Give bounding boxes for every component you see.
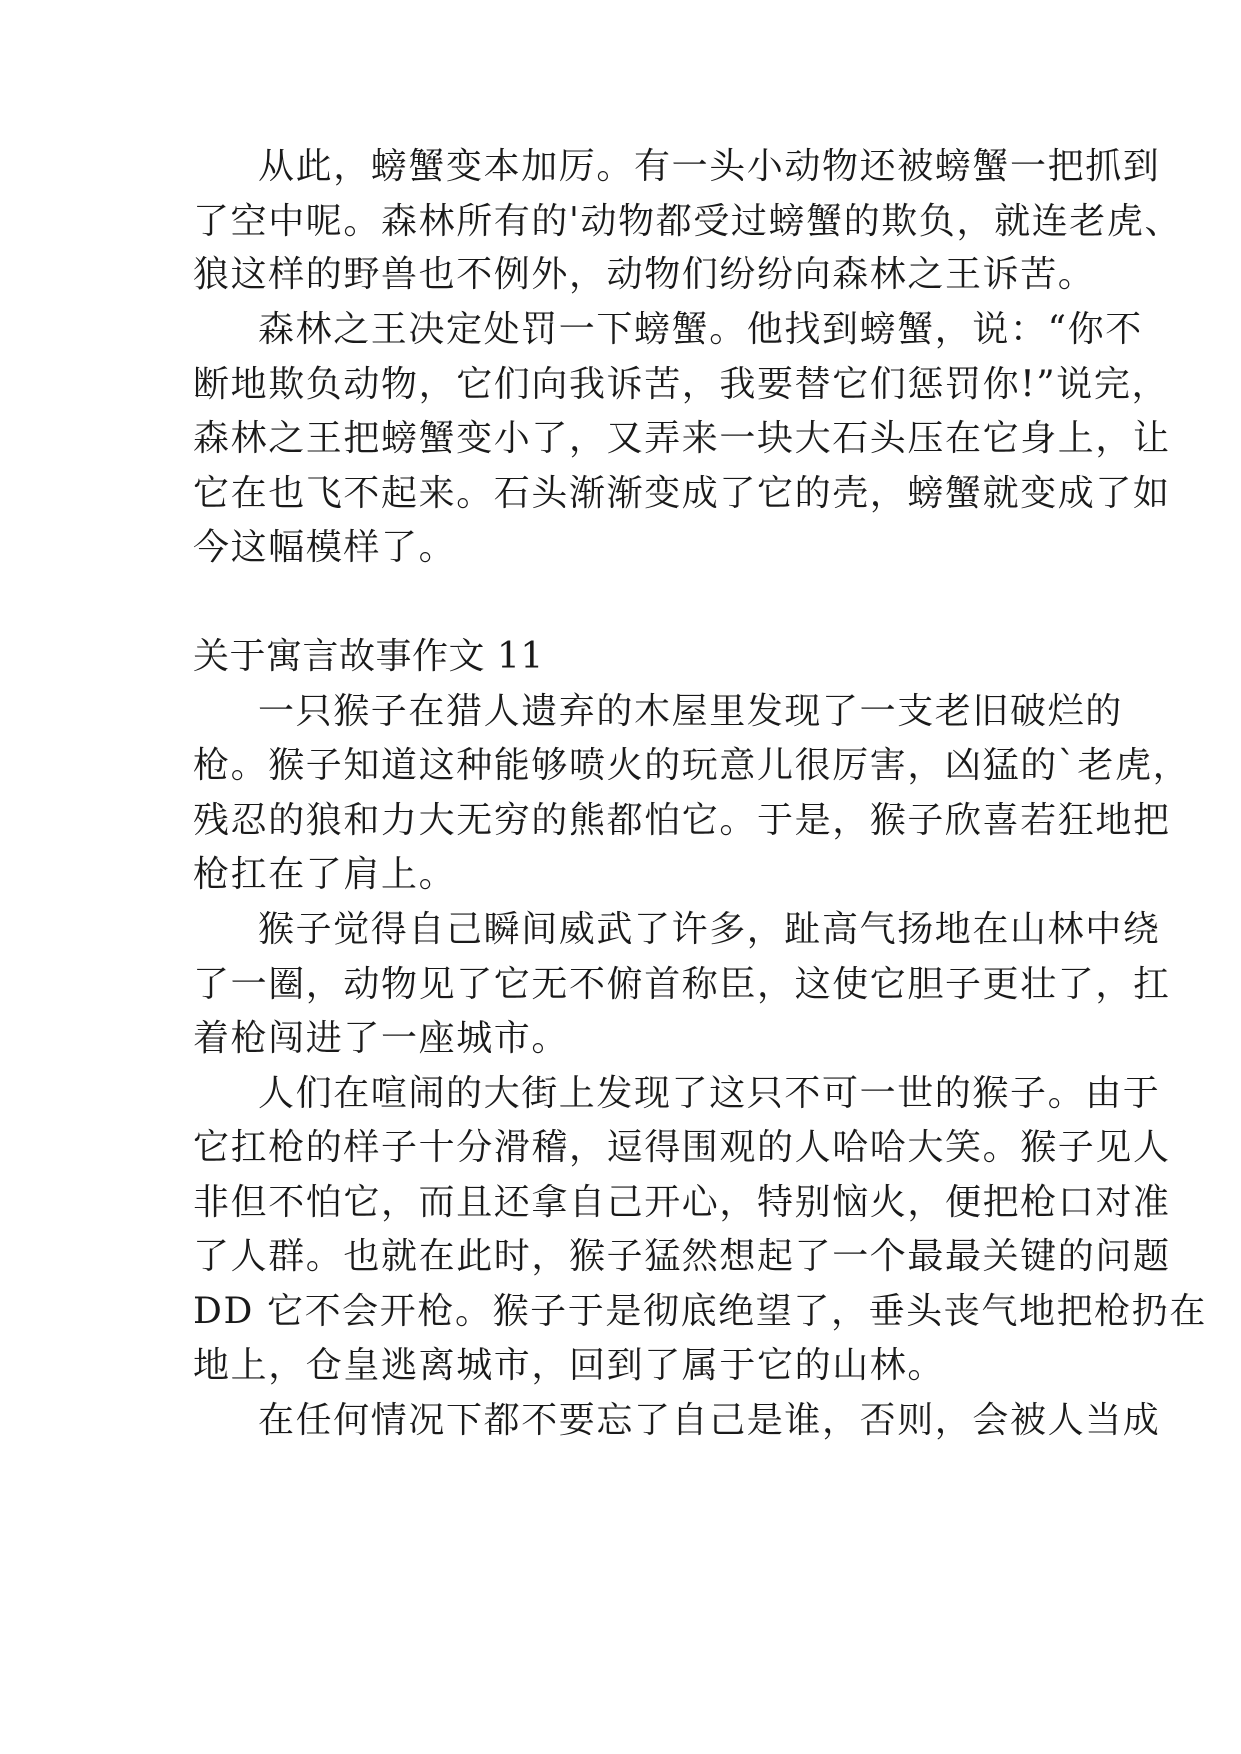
paragraph-line: 森林之王决定处罚一下螃蟹。他找到螃蟹，说：“你不 [258,309,1143,350]
paragraph-line: 断地欺负动物，它们向我诉苦，我要替它们惩罚你!”说完， [193,364,1170,405]
paragraph-line: 人们在喧闹的大街上发现了这只不可一世的猴子。由于 [258,1073,1161,1114]
paragraph-line: 从此，螃蟹变本加厉。有一头小动物还被螃蟹一把抓到 [258,146,1161,187]
paragraph-line: 它扛枪的样子十分滑稽，逗得围观的人哈哈大笑。猴子见人 [193,1127,1171,1168]
paragraph-line: 森林之王把螃蟹变小了，又弄来一块大石头压在它身上，让 [193,418,1171,459]
paragraph-line: 一只猴子在猎人遗弃的木屋里发现了一支老旧破烂的 [258,691,1123,732]
paragraph-line: 了一圈，动物见了它无不俯首称臣，这使它胆子更壮了，扛 [193,964,1171,1005]
paragraph-line: 了空中呢。森林所有的'动物都受过螃蟹的欺负，就连老虎、 [193,201,1183,242]
paragraph-line: 地上，仓皇逃离城市，回到了属于它的山林。 [193,1345,946,1386]
section-heading: 关于寓言故事作文 11 [193,636,544,677]
paragraph-line: 在任何情况下都不要忘了自己是谁，否则，会被人当成 [258,1400,1161,1441]
paragraph-line: 残忍的狼和力大无穷的熊都怕它。于是，猴子欣喜若狂地把 [193,800,1171,841]
paragraph-line: 枪。猴子知道这种能够喷火的玩意儿很厉害，凶猛的`老虎， [193,745,1191,786]
paragraph-line: 它在也飞不起来。石头渐渐变成了它的壳，螃蟹就变成了如 [193,473,1171,514]
paragraph-line: DD 它不会开枪。猴子于是彻底绝望了，垂头丧气地把枪扔在 [193,1291,1207,1332]
paragraph-line: 了人群。也就在此时，猴子猛然想起了一个最最关键的问题 [193,1236,1171,1277]
paragraph-line: 非但不怕它，而且还拿自己开心，特别恼火，便把枪口对准 [193,1182,1171,1223]
paragraph-line: 狼这样的野兽也不例外，动物们纷纷向森林之王诉苦。 [193,254,1096,295]
paragraph-line: 着枪闯进了一座城市。 [193,1018,570,1059]
paragraph-line: 猴子觉得自己瞬间威武了许多，趾高气扬地在山林中绕 [258,909,1161,950]
paragraph-line: 枪扛在了肩上。 [193,854,457,895]
paragraph-line: 今这幅模样了。 [193,527,457,568]
